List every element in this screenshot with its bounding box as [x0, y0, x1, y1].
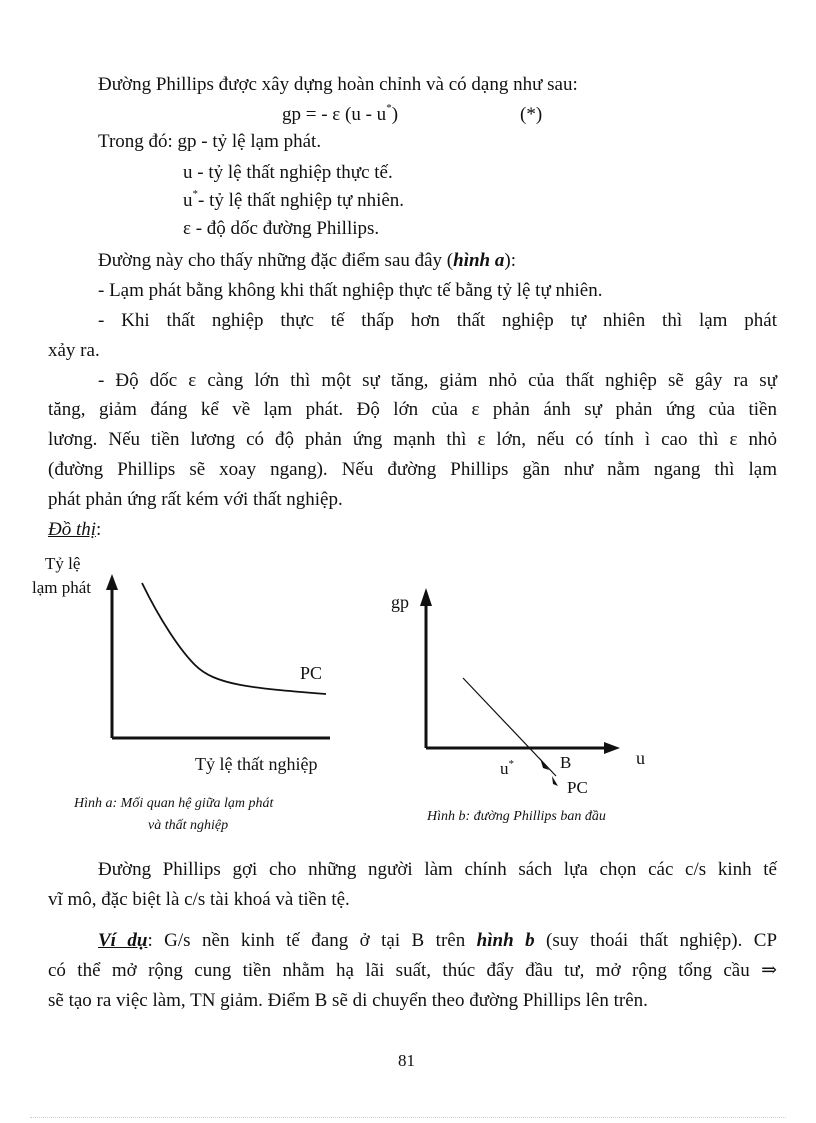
graph-heading-text: Đồ thị [48, 519, 97, 540]
figure-a-caption-1: Hình a: Mối quan hệ giữa lạm phát [74, 796, 274, 811]
figure-b-pc-label: PC [567, 778, 588, 797]
feature-3-line-2: tăng, giảm đáng kể về lạm phát. Độ lớn của ε phản ánh sự phản ứng của tiền [48, 399, 777, 420]
example-line-1 [98, 929, 777, 953]
figure-a-ylabel-1: Tỷ lệ [45, 554, 81, 573]
graph-heading-colon: : [96, 519, 102, 540]
figure-b-ustar-symbol: u [500, 759, 509, 778]
example-text-a: : G/s nền kinh tế đang ở tại B trên [147, 930, 477, 951]
formula-rhs: ) [391, 104, 399, 125]
ustar-superscript: * [192, 188, 198, 200]
figure-b-caption: Hình b: đường Phillips ban đầu [427, 809, 606, 824]
formula-lhs: gp = - ε (u - u [282, 104, 387, 125]
definition-lead: Trong đó: gp - tỷ lệ lạm phát. [98, 131, 322, 152]
figure-b-axes [420, 588, 620, 754]
example-label: Ví dụ [98, 930, 148, 951]
figure-a-caption-2: và thất nghiệp [148, 818, 229, 833]
feature-3-line-5: phát phản ứng rất kém với thất nghiệp. [48, 489, 343, 510]
figure-b-arrow-b [540, 758, 549, 770]
feature-3-line-4: (đường Phillips sẽ xoay ngang). Nếu đường Phillips gần như nằm ngang thì lạm [48, 459, 777, 480]
intro-line: Đường Phillips được xây dựng hoàn chỉnh và có dạng như sau: [98, 74, 578, 95]
figure-a-axes [106, 574, 330, 738]
ustar-description: - tỷ lệ thất nghiệp tự nhiên. [198, 190, 405, 211]
feature-2-line-1: - Khi thất nghiệp thực tế thấp hơn thất nghiệp tự nhiên thì lạm phát [98, 310, 777, 331]
feature-2-line-2: xảy ra. [48, 340, 100, 361]
formula-tag: (*) [520, 104, 543, 125]
figure-a-xlabel: Tỷ lệ thất nghiệp [195, 754, 318, 774]
features-intro-text: Đường này cho thấy những đặc điểm sau đây ( [98, 250, 454, 271]
figure-b-point-b: B [560, 753, 572, 772]
figure-b-reference: hình b [476, 930, 535, 951]
definition-u: u - tỷ lệ thất nghiệp thực tế. [183, 162, 393, 183]
figure-b-ustar-sup: * [508, 758, 514, 770]
figure-a-ylabel-2: lạm phát [32, 578, 92, 597]
figure-b-xlabel: u [636, 748, 645, 768]
after-line-1: Đường Phillips gợi cho những người làm chính sách lựa chọn các c/s kinh tế [98, 859, 777, 880]
example-text-b: (suy thoái thất nghiệp). CP [534, 930, 778, 951]
formula-star: * [386, 102, 392, 114]
ustar-symbol: u [183, 190, 193, 211]
figure-a-pc-label: PC [300, 663, 323, 683]
figure-b-ylabel: gp [391, 592, 409, 612]
feature-1: - Lạm phát bằng không khi thất nghiệp thực tế bằng tỷ lệ tự nhiên. [98, 280, 603, 301]
footer-rule [30, 1117, 786, 1118]
after-line-2: vĩ mô, đặc biệt là c/s tài khoá và tiền tệ. [48, 889, 350, 910]
figure-a-pc-curve [142, 583, 326, 694]
feature-3-line-1: - Độ dốc ε càng lớn thì một sự tăng, giảm nhỏ của thất nghiệp sẽ gây ra sự [98, 370, 777, 391]
feature-3-line-3: lương. Nếu tiền lương có độ phản ứng mạnh thì ε lớn, nếu có tính ì cao thì ε nhỏ [48, 429, 777, 450]
definition-epsilon: ε - độ dốc đường Phillips. [183, 218, 380, 239]
figure-b-ustar [500, 759, 514, 779]
figure-a-reference: hình a [453, 250, 505, 271]
page-number: 81 [398, 1051, 415, 1070]
example-line-3: sẽ tạo ra việc làm, TN giảm. Điểm B sẽ di chuyển theo đường Phillips lên trên. [48, 990, 648, 1011]
features-intro-end: ): [504, 250, 516, 271]
example-line-2: có thể mở rộng cung tiền nhằm hạ lãi suất, thúc đẩy đầu tư, mở rộng tổng cầu ⇒ [48, 960, 777, 981]
figure-b-arrow-pc [552, 776, 558, 786]
